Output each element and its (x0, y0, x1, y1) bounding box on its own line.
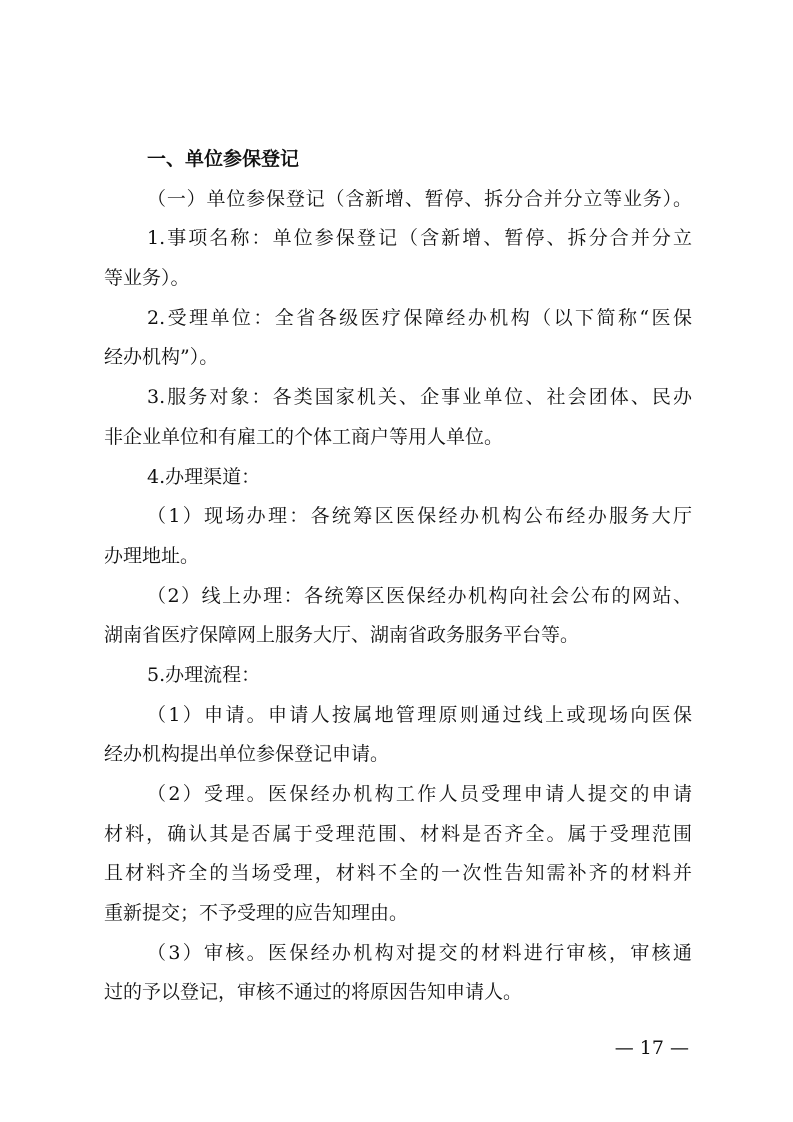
item-name-line-1: 1.事项名称：单位参保登记（含新增、暂停、拆分合并分立 (147, 227, 692, 250)
service-target-line-1: 3.服务对象：各类国家机关、企事业单位、社会团体、民办 (147, 386, 692, 409)
accept-step-line-3: 且材料齐全的当场受理，材料不全的一次性告知需补齐的材料并 (104, 862, 692, 885)
online-channel-line-2: 湖南省医疗保障网上服务大厅、湖南省政务服务平台等。 (104, 624, 580, 647)
review-step-line-2: 过的予以登记，审核不通过的将原因告知申请人。 (104, 981, 523, 1004)
accept-step-line-2: 材料，确认其是否属于受理范围、材料是否齐全。属于受理范围 (104, 822, 692, 845)
accept-step-line-1: （2）受理。医保经办机构工作人员受理申请人提交的申请 (147, 783, 692, 805)
onsite-channel-line-2: 办理地址。 (104, 544, 200, 567)
item-name-line-2: 等业务）。 (104, 267, 190, 290)
process-heading: 5.办理流程： (147, 663, 261, 686)
apply-step-line-1: （1）申请。申请人按属地管理原则通过线上或现场向医保 (147, 703, 692, 726)
body-text (104, 140, 692, 1013)
section-heading: 一、单位参保登记 (147, 148, 300, 170)
page-number: — 17 — (614, 1037, 689, 1059)
review-step-line-1: （3）审核。医保经办机构对提交的材料进行审核，审核通 (147, 941, 692, 964)
accept-step-line-4: 重新提交；不予受理的应告知理由。 (104, 902, 409, 925)
onsite-channel-line-1: （1）现场办理：各统筹区医保经办机构公布经办服务大厅 (147, 505, 692, 528)
apply-step-line-2: 经办机构提出单位参保登记申请。 (104, 743, 390, 766)
accepting-unit-line-2: 经办机构”）。 (104, 346, 219, 369)
accepting-unit-line-1: 2.受理单位：全省各级医疗保障经办机构（以下简称“医保 (147, 306, 692, 329)
subsection-heading: （一）单位参保登记（含新增、暂停、拆分合并分立等业务）。 (147, 187, 692, 210)
online-channel-line-1: （2）线上办理：各统筹区医保经办机构向社会公布的网站、 (147, 584, 692, 607)
channels-heading: 4.办理渠道： (147, 465, 261, 488)
service-target-line-2: 非企业单位和有雇工的个体工商户等用人单位。 (104, 425, 504, 448)
